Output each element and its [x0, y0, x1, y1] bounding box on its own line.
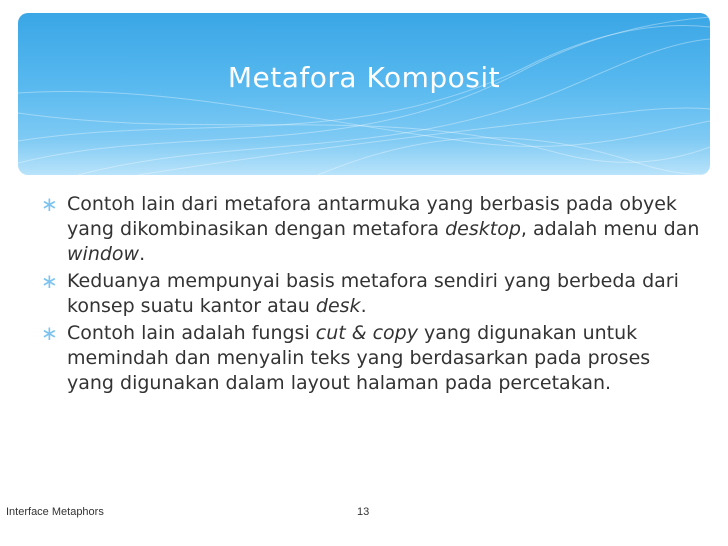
bullet-item	[40, 321, 700, 396]
bullet-text: Keduanya mempunyai basis metafora sendiri yang berbeda dari konsep suatu kantor atau desk.	[67, 270, 679, 317]
page-number: 13	[357, 506, 370, 518]
footer-label: Interface Metaphors	[6, 506, 104, 518]
bullet-asterisk-icon: ∗	[41, 321, 58, 345]
slide-title: Metafora Komposit	[227, 61, 501, 94]
bullet-item	[40, 269, 700, 319]
bullet-text: Contoh lain dari metafora antarmuka yang berbasis pada obyek yang dikombinasikan dengan metafora desktop, adalah menu dan window.	[67, 193, 700, 265]
decorative-swoosh-lines	[18, 13, 710, 175]
bullet-asterisk-icon: ∗	[41, 192, 58, 216]
bullet-asterisk-icon: ∗	[41, 269, 58, 293]
bullet-text: Contoh lain adalah fungsi cut & copy yang digunakan untuk memindah dan menyalin teks yang berdasarkan pada proses yang digunakan dalam layout halaman pada percetakan.	[67, 322, 651, 394]
title-banner	[18, 13, 710, 175]
bullet-item	[40, 192, 700, 267]
bullet-list	[40, 192, 700, 398]
